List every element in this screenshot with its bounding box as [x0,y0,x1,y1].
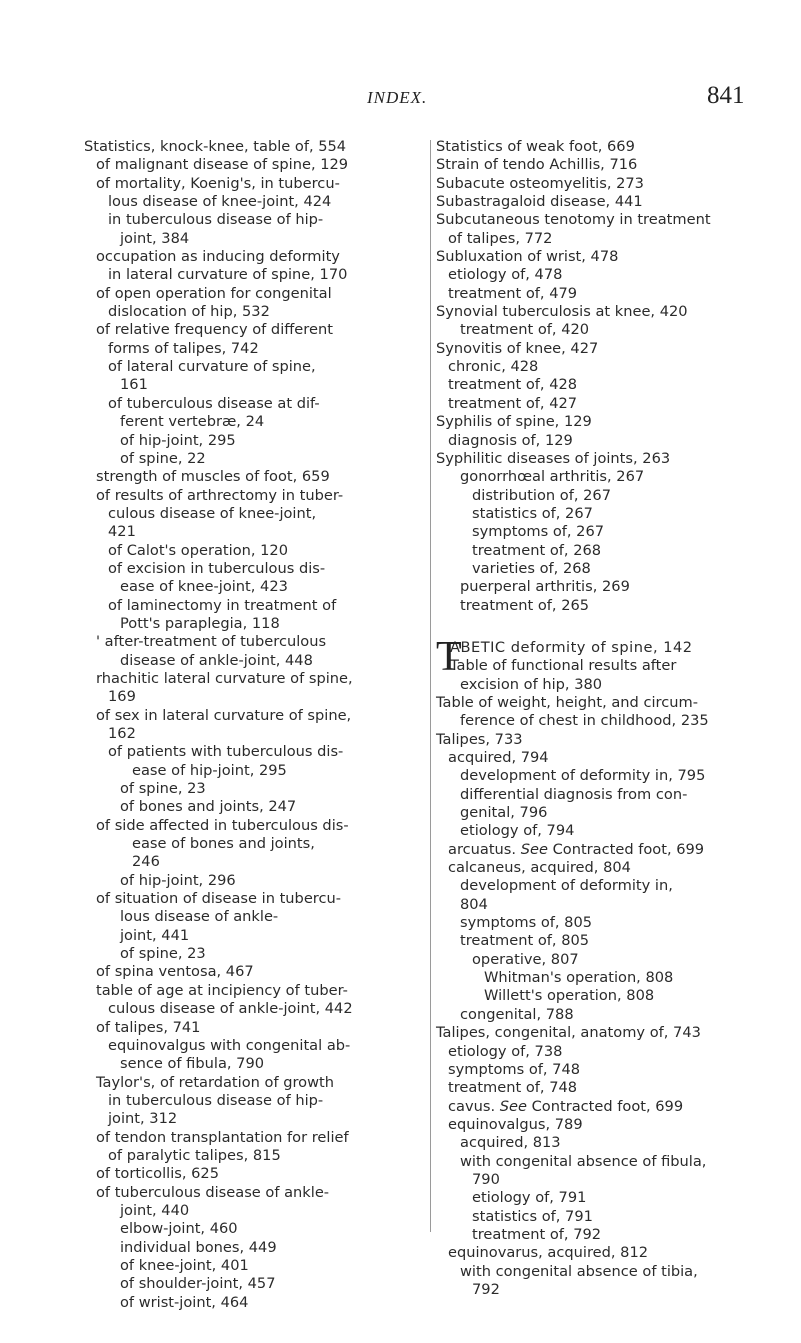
index-entry: Table of functional results after [450,657,677,675]
index-entry: of relative frequency of different [96,321,333,339]
index-entry: of Calot's operation, 120 [108,541,288,559]
index-entry: lous disease of knee-joint, 424 [108,193,332,211]
index-entry: of patients with tuberculous dis- [108,743,344,761]
index-entry: joint, 440 [120,1201,190,1219]
index-entry: culous disease of ankle-joint, 442 [108,1000,353,1018]
index-entry: Synovitis of knee, 427 [436,339,599,357]
index-entry: ' after-treatment of tuberculous [96,633,327,651]
index-entry: Syphilitic diseases of joints, 263 [436,449,671,467]
index-entry: puerperal arthritis, 269 [460,578,630,596]
index-entry: rhachitic lateral curvature of spine, [96,669,353,687]
index-entry: of laminectomy in treatment of [108,596,337,614]
index-entry: joint, 384 [120,229,190,247]
index-entry: of tuberculous disease at dif- [108,394,320,412]
page-number: 841 [707,82,745,109]
index-entry: ABETIC deformity of spine, 142 [450,638,693,656]
index-entry: lous disease of ankle- [120,908,279,926]
index-entry: Strain of tendo Achillis, 716 [436,156,638,174]
index-entry: of wrist-joint, 464 [120,1293,249,1311]
index-entry: etiology of, 791 [472,1189,587,1207]
index-entry: treatment of, 748 [448,1079,578,1097]
index-entry: of shoulder-joint, 457 [120,1275,276,1293]
section-t-block [436,633,786,680]
index-entry: equinovarus, acquired, 812 [448,1244,649,1262]
index-entry: Pott's paraplegia, 118 [120,614,280,632]
index-entry: treatment of, 479 [448,284,578,302]
index-entry: chronic, 428 [448,358,539,376]
index-entry: Subastragaloid disease, 441 [436,193,643,211]
index-entry: sence of fibula, 790 [120,1055,265,1073]
index-entry: Syphilis of spine, 129 [436,413,592,431]
index-entry: gonorrhœal arthritis, 267 [460,468,645,486]
index-entry: genital, 796 [460,804,548,822]
index-entry: varieties of, 268 [472,559,591,577]
index-entry: symptoms of, 748 [448,1060,581,1078]
section-gap [436,615,786,639]
running-title: INDEX. [367,88,428,107]
index-entry: of excision in tuberculous dis- [108,559,326,577]
index-entry: of talipes, 772 [448,229,553,247]
index-entry: equinovalgus, 789 [448,1115,583,1133]
index-entry: ease of bones and joints, [132,835,315,853]
index-entry: of torticollis, 625 [96,1165,219,1183]
index-entry: elbow-joint, 460 [120,1220,238,1238]
index-entry: Synovial tuberculosis at knee, 420 [436,303,688,321]
index-entry: Talipes, congenital, anatomy of, 743 [436,1024,701,1042]
index-entry: in tuberculous disease of hip- [108,1091,324,1109]
index-entry: Statistics, knock-knee, table of, 554 [84,138,347,155]
index-entry: 161 [120,376,148,394]
index-entry: of tuberculous disease of ankle- [96,1183,330,1201]
index-entry: treatment of, 805 [460,932,590,950]
index-entry: ferent vertebræ, 24 [120,413,265,431]
index-entry: symptoms of, 805 [460,914,593,932]
index-entry: distribution of, 267 [472,486,612,504]
index-entry: with congenital absence of fibula, [460,1152,707,1170]
index-entry: Whitman's operation, 808 [484,969,674,987]
index-entry: of spine, 22 [120,449,206,467]
index-entry: symptoms of, 267 [472,523,605,541]
index-entry: etiology of, 478 [448,266,563,284]
index-entry: excision of hip, 380 [460,675,603,693]
index-entry: statistics of, 267 [472,504,593,522]
right-column-s-entries [436,138,786,615]
index-entry: of spine, 23 [120,780,206,798]
index-entry: of talipes, 741 [96,1018,201,1036]
index-entry: treatment of, 265 [460,596,590,614]
index-entry: treatment of, 420 [460,321,590,339]
index-entry: differential diagnosis from con- [460,785,688,803]
index-entry: 804 [460,895,488,913]
index-entry: treatment of, 428 [448,376,578,394]
index-entry: of tendon transplantation for relief [96,1128,349,1146]
index-entry: of paralytic talipes, 815 [108,1146,281,1164]
index-entry: of spine, 23 [120,945,206,963]
left-index-column [84,138,454,1312]
index-entry: etiology of, 794 [460,822,575,840]
index-entry: of hip-joint, 295 [120,431,236,449]
index-entry: treatment of, 792 [472,1225,602,1243]
index-entry: culous disease of knee-joint, [108,504,317,522]
index-entry: table of age at incipiency of tuber- [96,981,348,999]
index-entry: diagnosis of, 129 [448,431,573,449]
index-entry: of hip-joint, 296 [120,871,236,889]
index-entry: of knee-joint, 401 [120,1256,249,1274]
index-entry: of spina ventosa, 467 [96,963,254,981]
index-entry: disease of ankle-joint, 448 [120,651,313,669]
index-entry: of results of arthrectomy in tuber- [96,486,344,504]
index-entry: 790 [472,1170,500,1188]
index-entry: of sex in lateral curvature of spine, [96,706,352,724]
index-entry: acquired, 813 [460,1134,561,1152]
index-entry: etiology of, 738 [448,1042,563,1060]
index-entry: statistics of, 791 [472,1207,593,1225]
index-entry: development of deformity in, [460,877,673,895]
index-entry: individual bones, 449 [120,1238,277,1256]
index-entry: 421 [108,523,136,541]
index-entry: occupation as inducing deformity [96,248,340,266]
right-column-t-entries [436,676,786,1300]
index-entry: Subcutaneous tenotomy in treatment [436,211,711,229]
index-entry: Willett's operation, 808 [484,987,655,1005]
index-entry: 246 [132,853,160,871]
index-entry: operative, 807 [472,950,579,968]
index-entry: Talipes, 733 [436,730,523,748]
index-entry: arcuatus. See Contracted foot, 699 [448,840,705,858]
index-entry: of mortality, Koenig's, in tubercu- [96,174,340,192]
index-entry: joint, 312 [108,1110,178,1128]
index-entry: ease of knee-joint, 423 [120,578,288,596]
index-entry: of situation of disease in tubercu- [96,890,342,908]
index-entry: equinovalgus with congenital ab- [108,1036,351,1054]
index-entry: 169 [108,688,136,706]
index-entry: cavus. See Contracted foot, 699 [448,1097,684,1115]
index-entry: Taylor's, of retardation of growth [96,1073,335,1091]
index-entry: development of deformity in, 795 [460,767,706,785]
index-entry: treatment of, 268 [472,541,602,559]
right-index-column [436,138,786,1299]
index-entry: strength of muscles of foot, 659 [96,468,330,486]
index-entry: calcaneus, acquired, 804 [448,859,631,877]
index-entry: Subluxation of wrist, 478 [436,248,619,266]
index-entry: congenital, 788 [460,1005,574,1023]
index-entry: treatment of, 427 [448,394,578,412]
index-entry: ease of hip-joint, 295 [132,761,287,779]
index-entry: forms of talipes, 742 [108,339,259,357]
index-entry: joint, 441 [120,926,190,944]
index-entry: in tuberculous disease of hip- [108,211,324,229]
index-entry: of bones and joints, 247 [120,798,297,816]
index-entry: of open operation for congenital [96,284,332,302]
index-entry: Subacute osteomyelitis, 273 [436,174,644,192]
index-entry: ference of chest in childhood, 235 [460,712,709,730]
index-entry: of lateral curvature of spine, [108,358,316,376]
index-entry: with congenital absence of tibia, [460,1262,698,1280]
index-entry: of malignant disease of spine, 129 [96,156,349,174]
index-entry: acquired, 794 [448,749,549,766]
index-entry: dislocation of hip, 532 [108,303,270,321]
index-entry: 162 [108,725,136,742]
index-entry: of side affected in tuberculous dis- [96,816,349,834]
drop-cap-letter: T [436,633,462,680]
page-header [0,78,801,128]
index-entry: Statistics of weak foot, 669 [436,138,635,155]
index-entry: Table of weight, height, and circum- [436,693,698,711]
column-divider [430,140,431,1232]
index-entry: in lateral curvature of spine, 170 [108,266,348,284]
index-entry: 792 [472,1280,500,1298]
